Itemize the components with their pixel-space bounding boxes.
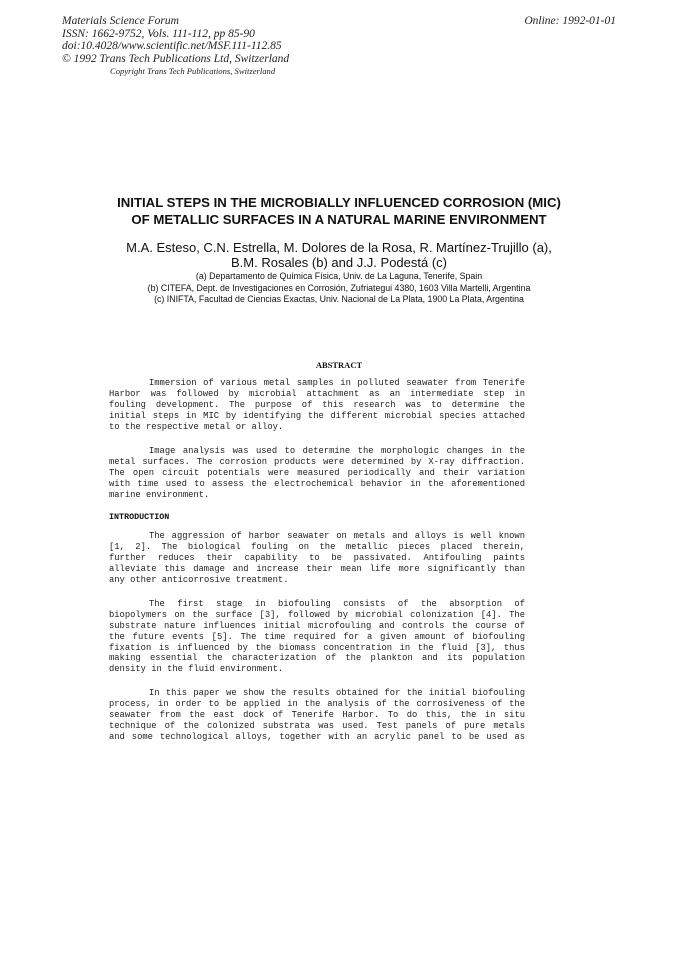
text-line: substrate nature influences initial microfouling and controls the course of [109, 620, 525, 631]
affiliation-c: (c) INIFTA, Facultad de Ciencias Exactas, Univ. Nacional de La Plata, 1900 La Plata, Argentina [154, 294, 524, 305]
abstract-paragraph-2 [109, 446, 525, 500]
affiliation-a: (a) Departamento de Química Física, Univ. de La Laguna, Tenerife, Spain [195, 271, 483, 281]
abstract-heading: ABSTRACT [315, 360, 363, 370]
authors-line-2: B.M. Rosales (b) and J.J. Podestá (c) [230, 255, 448, 270]
publisher-line: © 1992 Trans Tech Publications Ltd, Switzerland [62, 52, 290, 65]
intro-paragraph-1 [109, 531, 525, 585]
affiliations [60, 271, 618, 306]
text-line: marine environment. [109, 489, 210, 500]
author-list [60, 240, 618, 270]
affiliation-b: (b) CITEFA, Dept. de Investigaciones en Corrosión, Zufriategui 4380, 1603 Villa Martelli, Argentina [147, 282, 531, 293]
text-line: fixation is influenced by the biomass concentration in the fluid [3], thus [109, 642, 525, 653]
text-line: The aggression of harbor seawater on metals and alloys is well known [149, 531, 525, 541]
text-line: Harbor was followed by microbial attachment as an intermediate step in [109, 388, 525, 399]
text-line: initial steps in MIC by identifying the different microbial species attached [109, 410, 525, 421]
text-line: Immersion of various metal samples in polluted seawater from Tenerife [149, 378, 525, 388]
text-line: The open circuit potentials were measured periodically and their variation [109, 467, 525, 478]
text-line: alleviate this damage and increase their mean life more significantly than [109, 563, 525, 574]
text-line: the future events [5]. The time required for a given amount of biofouling [109, 631, 525, 642]
text-line: and some technological alloys, together with an acrylic panel to be used as [109, 731, 525, 742]
text-line: In this paper we show the results obtained for the initial biofouling [149, 688, 525, 698]
title-line-2: OF METALLIC SURFACES IN A NATURAL MARINE ENVIRONMENT [131, 212, 547, 227]
journal-name: Materials Science Forum [62, 15, 179, 27]
text-line: Image analysis was used to determine the morphologic changes in the [149, 446, 525, 456]
doi-line: doi:10.4028/www.scientific.net/MSF.111-112.85 [62, 40, 282, 53]
introduction-heading: INTRODUCTION [109, 512, 170, 522]
intro-paragraph-3 [109, 688, 525, 742]
text-line: making essential the characterization of the plankton and its population [109, 653, 525, 664]
online-date: Online: 1992-01-01 [524, 15, 616, 27]
text-line: [1, 2]. The biological fouling on the metallic pieces placed therein, [109, 541, 525, 552]
text-line: The first stage in biofouling consists of the absorption of [149, 599, 525, 609]
text-line: seawater from the east dock of Tenerife Harbor. To do this, the in situ [109, 709, 525, 720]
text-line: metal surfaces. The corrosion products were determined by X-ray diffraction. [109, 456, 525, 467]
text-line: with time used to assess the electrochemical behavior in the aforementioned [109, 478, 525, 489]
journal-meta [62, 15, 289, 65]
authors-line-1: M.A. Esteso, C.N. Estrella, M. Dolores de la Rosa, R. Martínez-Trujillo (a), [126, 240, 552, 255]
text-line: further reduces their capability to be passivated. Antifouling paints [109, 552, 525, 563]
intro-paragraph-2 [109, 599, 525, 675]
title-line-1: INITIAL STEPS IN THE MICROBIALLY INFLUENCED CORROSION (MIC) [117, 195, 561, 210]
abstract-paragraph-1 [109, 378, 525, 432]
issn-line: ISSN: 1662-9752, Vols. 111-112, pp 85-90 [62, 27, 255, 40]
text-line: any other anticorrosive treatment. [109, 574, 289, 585]
text-line: process, in order to be applied in the analysis of the corrosiveness of the [109, 698, 525, 709]
text-line: density in the fluid environment. [109, 664, 284, 675]
text-line: biopolymers on the surface [3], followed by microbial colonization [4]. The [109, 609, 525, 620]
text-line: technique of the colonized substrata was used. Test panels of pure metals [109, 720, 525, 731]
text-line: fouling development. The purpose of this research was to determine the [109, 399, 525, 410]
text-line: to the respective metal or alloy. [109, 421, 284, 432]
paper-title [60, 194, 618, 228]
copyright-notice: Copyright Trans Tech Publications, Switzerland [110, 66, 276, 76]
